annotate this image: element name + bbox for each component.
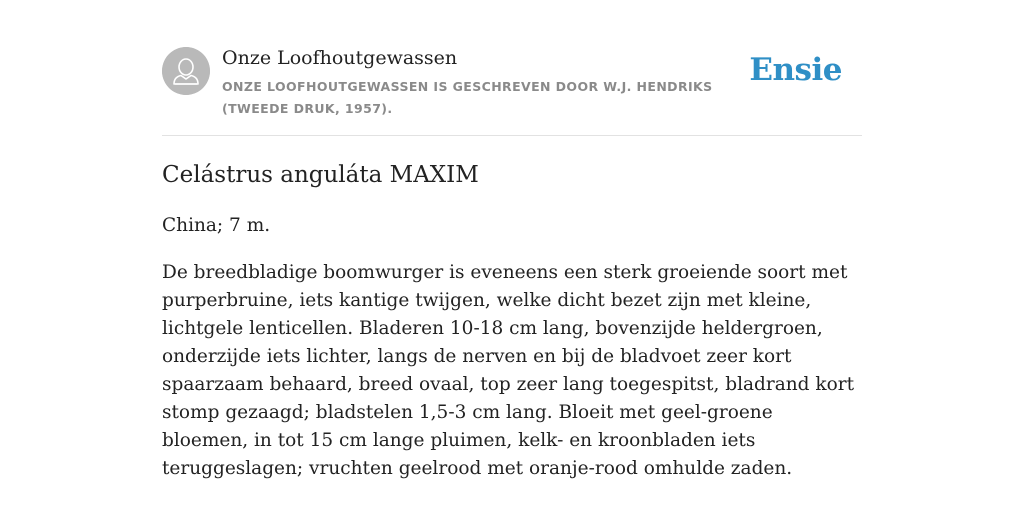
avatar [162, 47, 210, 95]
source-title[interactable]: Onze Loofhoutgewassen [222, 47, 458, 69]
source-description: ONZE LOOFHOUTGEWASSEN IS GESCHREVEN DOOR W.J. HENDRIKS (TWEEDE DRUK, 1957). [222, 79, 713, 116]
ensie-logo[interactable]: Ensie [749, 52, 842, 88]
entry-paragraph: De breedbladige boomwurger is eveneens een sterk groeiende soort met purperbruine, iets kantige twijgen, welke dicht bezet zijn met kleine, lichtgele lenticellen. Bladeren 10-18 cm lang, bovenzijde heldergroen, onderzijde iets lichter, langs de nerven en bij de bladvoet zeer kort spaarzaam behaard, breed ovaal, top zeer lang toegespitst, bladrand kort stomp gezaagd; bladstelen 1,5-3 cm lang. Bloeit met geel-groene bloemen, in tot 15 cm lange pluimen, kelk- en kroonbladen iets teruggeslagen; vruchten geelrood met oranje-rood omhulde zaden. [162, 262, 855, 479]
person-icon [162, 47, 210, 95]
entry-title: Celástrus anguláta MAXIM [162, 162, 479, 188]
source-header [162, 44, 862, 136]
entry-paragraph: China; 7 m. [162, 215, 271, 236]
entry-container [162, 44, 862, 483]
source-info [222, 46, 752, 120]
